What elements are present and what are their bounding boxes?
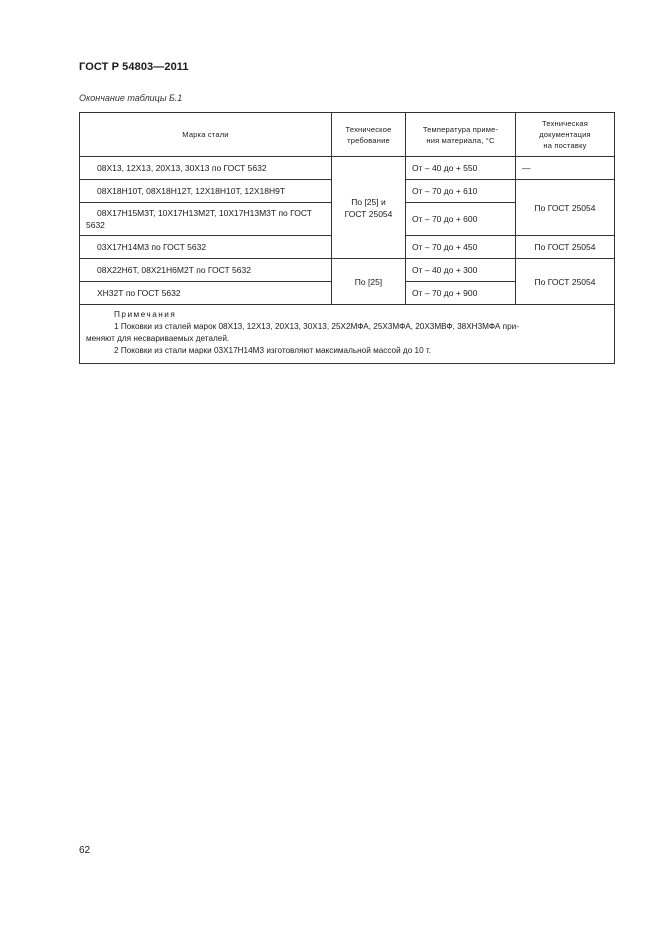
cell-temperature: От – 70 до + 450 [406,236,516,259]
header-temperature [406,113,516,157]
header-steel-grade: Марка стали [80,113,332,157]
header-tech-requirement [332,113,406,157]
notes-cell [80,305,615,364]
cell-steel-grade: 08Х13, 12Х13, 20Х13, 30Х13 по ГОСТ 5632 [80,157,332,180]
cell-temperature: От – 70 до + 900 [406,282,516,305]
note-1-continuation: меняют для несвариваемых деталей. [86,334,230,343]
page-number: 62 [79,845,91,856]
cell-temperature: От – 70 до + 600 [406,203,516,236]
cell-steel-grade: ХН32Т по ГОСТ 5632 [80,282,332,305]
cell-steel-grade: 08Х18Н10Т, 08Х18Н12Т, 12Х18Н10Т, 12Х18Н9Т [80,180,332,203]
cell-steel-grade: 03Х17Н14М3 по ГОСТ 5632 [80,236,332,259]
header-temperature-line: Температура приме- [422,124,499,134]
document-title: ГОСТ Р 54803—2011 [79,61,189,73]
header-delivery-docs-line: на поставку [543,141,587,150]
cell-tech-requirement-group-1 [332,157,406,259]
table-caption: Окончание таблицы Б.1 [79,93,183,103]
cell-steel-grade: 08Х22Н6Т, 08Х21Н6М2Т по ГОСТ 5632 [80,259,332,282]
steel-grades-table [79,112,615,364]
note-2: 2 Поковки из стали марки 03Х17Н14М3 изготовляют максимальной массой до 10 т. [114,346,432,355]
cell-delivery-doc: По ГОСТ 25054 [516,236,615,259]
table-row [80,259,615,282]
notes-heading: Примечания [114,310,177,319]
cell-tech-requirement-group-2: По [25] [332,259,406,305]
header-temperature-line: ния материала, °С [426,135,495,145]
header-tech-requirement-line: требование [347,135,390,145]
cell-steel-grade: 08Х17Н15М3Т, 10Х17Н13М2Т, 10Х17Н13М3Т по ГОСТ 5632 [80,203,332,236]
cell-delivery-doc: — [516,157,615,180]
cell-delivery-doc-group-2: По ГОСТ 25054 [516,259,615,305]
tech-requirement-line: По [25] и [351,196,386,207]
table-header-row [80,113,615,157]
cell-temperature: От – 70 до + 610 [406,180,516,203]
header-delivery-docs-line: Техническая [542,119,588,128]
header-delivery-docs [516,113,615,157]
table-row [80,157,615,180]
note-1: 1 Поковки из сталей марок 08Х13, 12Х13, 20Х13, 30Х13, 25Х2МФА, 25Х3МФА, 20Х3МВФ, 38ХН3МФА при- [114,322,519,331]
cell-temperature: От – 40 до + 550 [406,157,516,180]
header-tech-requirement-line: Техническое [345,124,392,134]
header-delivery-docs-line: документация [539,130,591,139]
tech-requirement-line: ГОСТ 25054 [344,208,393,219]
cell-temperature: От – 40 до + 300 [406,259,516,282]
table-container [79,112,614,364]
notes-row [80,305,615,364]
cell-delivery-doc-group-1: По ГОСТ 25054 [516,180,615,236]
